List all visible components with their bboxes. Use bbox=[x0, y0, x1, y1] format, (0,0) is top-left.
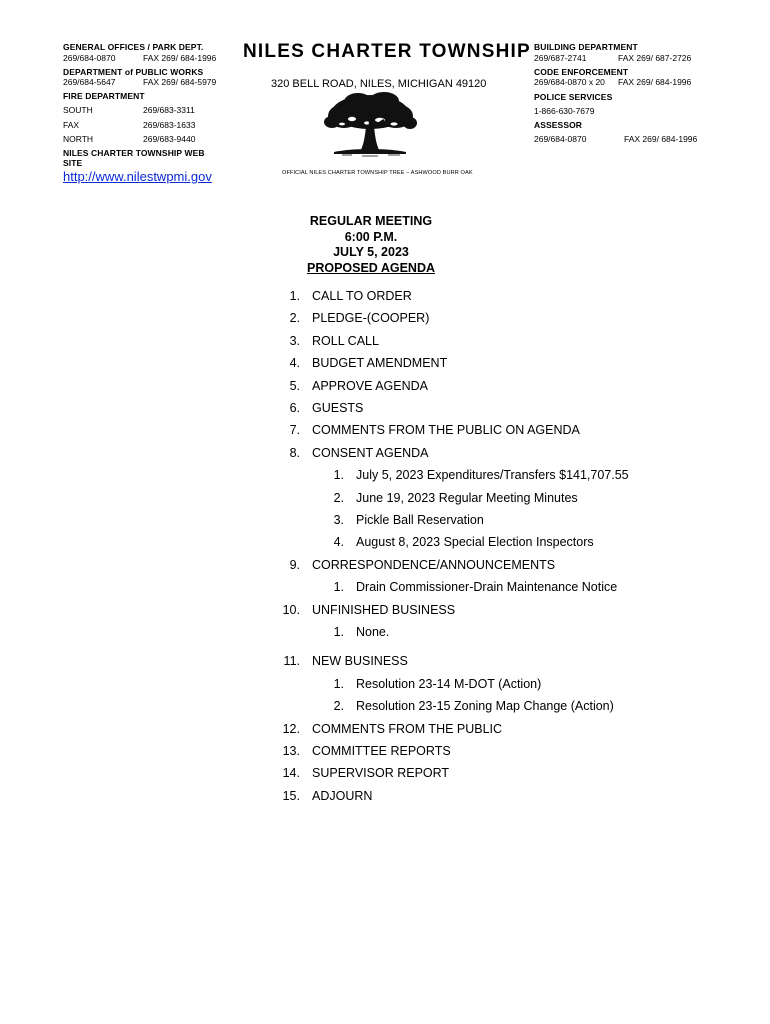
agenda-item-number: 1. bbox=[333, 580, 344, 594]
agenda-item bbox=[276, 423, 716, 439]
police-heading: POLICE SERVICES bbox=[534, 92, 613, 102]
assessor-phone: 269/684-0870 bbox=[534, 134, 587, 144]
agenda-item-text: CONSENT AGENDA bbox=[312, 446, 429, 460]
agenda-item-number: 6. bbox=[289, 401, 300, 415]
fire-north-label: NORTH bbox=[63, 134, 94, 144]
agenda-item-text: BUDGET AMENDMENT bbox=[312, 356, 448, 370]
agenda-item bbox=[276, 334, 716, 350]
agenda-item-text: June 19, 2023 Regular Meeting Minutes bbox=[356, 491, 578, 505]
agenda-item-text: August 8, 2023 Special Election Inspectors bbox=[356, 535, 594, 549]
agenda-item-text: None. bbox=[356, 625, 390, 639]
agenda-item-number: 14. bbox=[282, 766, 300, 780]
agenda-subitem bbox=[320, 677, 760, 693]
agenda-subitem bbox=[320, 491, 760, 507]
agenda-item-number: 2. bbox=[289, 311, 300, 325]
agenda-item-text: GUESTS bbox=[312, 401, 364, 415]
public-works-fax: FAX 269/ 684-5979 bbox=[143, 77, 217, 87]
agenda-item bbox=[276, 789, 716, 805]
agenda-item-number: 8. bbox=[289, 446, 300, 460]
website-heading-line1: NILES CHARTER TOWNSHIP WEB bbox=[63, 148, 205, 158]
fire-south-label: SOUTH bbox=[63, 105, 93, 115]
agenda-item-text: Resolution 23-15 Zoning Map Change (Action) bbox=[356, 699, 614, 713]
agenda-item bbox=[276, 722, 716, 738]
agenda-item-number: 15. bbox=[282, 789, 300, 803]
agenda-item-text: SUPERVISOR REPORT bbox=[312, 766, 450, 780]
agenda-item-number: 5. bbox=[289, 379, 300, 393]
building-fax: FAX 269/ 687-2726 bbox=[618, 53, 692, 63]
agenda-item bbox=[276, 311, 716, 327]
agenda-item-text: COMMENTS FROM THE PUBLIC bbox=[312, 722, 503, 736]
agenda-item bbox=[276, 744, 716, 760]
agenda-item-text: ADJOURN bbox=[312, 789, 373, 803]
agenda-item-text: COMMENTS FROM THE PUBLIC ON AGENDA bbox=[312, 423, 580, 437]
building-phone: 269/687-2741 bbox=[534, 53, 587, 63]
agenda-item-number: 3. bbox=[289, 334, 300, 348]
fire-fax-label: FAX bbox=[63, 120, 80, 130]
agenda-item bbox=[276, 654, 716, 670]
building-heading: BUILDING DEPARTMENT bbox=[534, 42, 638, 52]
meeting-heading bbox=[270, 214, 472, 276]
meeting-type: REGULAR MEETING bbox=[309, 214, 433, 228]
agenda-item-number: 13. bbox=[282, 744, 300, 758]
public-works-heading: DEPARTMENT of PUBLIC WORKS bbox=[63, 67, 204, 77]
meeting-date: JULY 5, 2023 bbox=[333, 245, 409, 259]
agenda-item-number: 1. bbox=[333, 677, 344, 691]
agenda-item-number: 1. bbox=[333, 625, 344, 639]
meeting-time: 6:00 P.M. bbox=[344, 229, 398, 244]
agenda-item-number: 2. bbox=[333, 491, 344, 505]
agenda-item-number: 7. bbox=[289, 423, 300, 437]
agenda-item-number: 11. bbox=[283, 654, 300, 668]
agenda-subitem bbox=[320, 699, 760, 715]
fire-south-phone: 269/683-3311 bbox=[143, 105, 195, 115]
fire-fax-value: 269/683-1633 bbox=[143, 120, 196, 130]
agenda-subitem bbox=[320, 580, 760, 596]
agenda-subitem bbox=[320, 535, 760, 551]
agenda-subitem bbox=[320, 513, 760, 529]
agenda-subitem bbox=[320, 468, 760, 484]
agenda-item-number: 4. bbox=[289, 356, 300, 370]
agenda-item-text: APPROVE AGENDA bbox=[312, 379, 429, 393]
agenda-item-number: 9. bbox=[289, 558, 300, 572]
agenda-item bbox=[276, 401, 716, 417]
public-works-phone: 269/684-5647 bbox=[63, 77, 116, 87]
agenda-item bbox=[276, 558, 716, 574]
fire-department-heading: FIRE DEPARTMENT bbox=[63, 91, 145, 101]
agenda-item-text: UNFINISHED BUSINESS bbox=[312, 603, 456, 617]
agenda-item-text: CORRESPONDENCE/ANNOUNCEMENTS bbox=[312, 558, 556, 572]
agenda-subitem bbox=[320, 625, 760, 641]
agenda-title: PROPOSED AGENDA bbox=[306, 260, 436, 275]
agenda-item-number: 1. bbox=[289, 289, 300, 303]
agenda-item-number: 2. bbox=[333, 699, 344, 713]
agenda-item bbox=[276, 379, 716, 395]
agenda-item-text: NEW BUSINESS bbox=[312, 654, 408, 668]
agenda-item-text: Drain Commissioner-Drain Maintenance Notice bbox=[356, 580, 618, 594]
website-link[interactable]: http://www.nilestwpmi.gov bbox=[63, 169, 212, 184]
code-enforcement-phone: 269/684-0870 x 20 bbox=[534, 77, 605, 87]
agenda-item bbox=[276, 356, 716, 372]
agenda-item bbox=[276, 446, 716, 462]
agenda-item-number: 1. bbox=[333, 468, 344, 482]
township-title: NILES CHARTER TOWNSHIP bbox=[243, 41, 531, 62]
agenda-item-number: 10. bbox=[282, 603, 300, 617]
agenda-item-text: CALL TO ORDER bbox=[312, 289, 412, 303]
website-heading-line2: SITE bbox=[63, 158, 83, 168]
agenda-item bbox=[276, 603, 716, 619]
agenda-item-text: COMMITTEE REPORTS bbox=[312, 744, 451, 758]
oak-tree-icon bbox=[322, 92, 418, 158]
police-phone: 1-866-630-7679 bbox=[534, 106, 595, 116]
agenda-item-text: Pickle Ball Reservation bbox=[356, 513, 484, 527]
fire-north-phone: 269/683-9440 bbox=[143, 134, 196, 144]
general-offices-phone: 269/684-0870 bbox=[63, 53, 116, 63]
agenda-item-number: 3. bbox=[333, 513, 344, 527]
township-address: 320 BELL ROAD, NILES, MICHIGAN 49120 bbox=[271, 78, 487, 90]
agenda-item-number: 12. bbox=[282, 722, 300, 736]
agenda-item bbox=[276, 289, 716, 305]
agenda-item-text: Resolution 23-14 M-DOT (Action) bbox=[356, 677, 542, 691]
agenda-item-text: ROLL CALL bbox=[312, 334, 379, 348]
code-enforcement-heading: CODE ENFORCEMENT bbox=[534, 67, 629, 77]
general-offices-heading: GENERAL OFFICES / PARK DEPT. bbox=[63, 42, 204, 52]
logo-caption: OFFICIAL NILES CHARTER TOWNSHIP TREE – ASHWOOD BURR OAK bbox=[282, 170, 473, 176]
code-enforcement-fax: FAX 269/ 684-1996 bbox=[618, 77, 692, 87]
assessor-fax: FAX 269/ 684-1996 bbox=[624, 134, 698, 144]
general-offices-fax: FAX 269/ 684-1996 bbox=[143, 53, 217, 63]
agenda-item bbox=[276, 766, 716, 782]
agenda-item-number: 4. bbox=[333, 535, 344, 549]
agenda-item-text: July 5, 2023 Expenditures/Transfers $141,707.55 bbox=[356, 468, 629, 482]
assessor-heading: ASSESSOR bbox=[534, 120, 583, 130]
agenda-item-text: PLEDGE-(COOPER) bbox=[312, 311, 430, 325]
